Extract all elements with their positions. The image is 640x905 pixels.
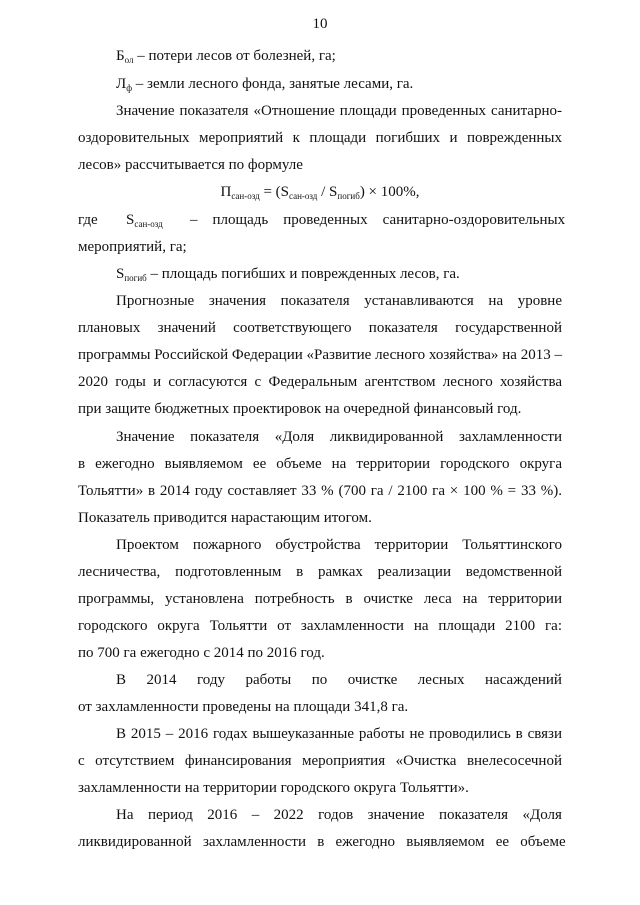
symbol-subscript: погиб <box>124 273 147 283</box>
word: лесных <box>417 672 465 688</box>
where-symbol <box>126 210 163 230</box>
para5-line1 <box>116 670 562 690</box>
definition-text: – площадь погибших и поврежденных лесов, га. <box>146 266 460 282</box>
word: годов <box>318 807 354 823</box>
word: работы <box>245 672 292 688</box>
word: по <box>311 672 328 688</box>
formula-tail: ) × 100%, <box>359 184 420 200</box>
para7-line1 <box>116 805 562 825</box>
para4-line5: по 700 га ежегодно с 2014 по 2016 год. <box>78 645 325 661</box>
word: 2022 <box>273 807 304 823</box>
symbol-subscript: сан-озд <box>134 219 163 229</box>
formula-p: П <box>220 184 232 200</box>
para4-line3: программы, установлена потребность в очистке леса на территории <box>78 591 562 607</box>
symbol: S <box>126 212 135 228</box>
formula-s1-sub: сан-озд <box>289 191 318 201</box>
formula <box>0 182 640 202</box>
word: 2014 <box>146 672 177 688</box>
formula-s2-sub: погиб <box>337 191 360 201</box>
where-definition: – площадь проведенных санитарно-оздоровительных <box>190 212 566 228</box>
para1-line2: оздоровительных мероприятий к площади погибших и поврежденных <box>78 130 562 146</box>
para3-line2: в ежегодно выявляемом ее объеме на территории городского округа <box>78 456 562 472</box>
word: На <box>116 807 134 823</box>
para2-line2: плановых значений соответствующего показателя государственной <box>78 320 562 336</box>
definition-b-ol <box>116 46 336 66</box>
para4-line4: городского округа Тольятти от захламленности на площади 2100 га: <box>78 618 562 634</box>
symbol: Л <box>116 76 127 92</box>
word: В <box>116 672 127 688</box>
definition-s-pogib <box>116 264 460 284</box>
word: значение <box>367 807 425 823</box>
para1-line3: лесов» рассчитывается по формуле <box>78 157 303 173</box>
symbol: S <box>116 266 125 282</box>
para6-line2: с отсутствием финансирования мероприятия «Очистка внелесосечной <box>78 753 562 769</box>
formula-eq: = (S <box>259 184 289 200</box>
para6-line1: В 2015 – 2016 годах вышеуказанные работы не проводились в связи <box>116 726 562 742</box>
word: году <box>197 672 225 688</box>
para2-line4: 2020 годы и согласуются с Федеральным агентством лесного хозяйства <box>78 374 562 390</box>
word: 2016 <box>207 807 238 823</box>
page-number: 10 <box>312 16 328 32</box>
symbol: Б <box>116 48 125 64</box>
para7-line2: ликвидированной захламленности в ежегодно выявляемом ее объеме <box>78 834 566 850</box>
symbol-subscript: ол <box>124 55 134 65</box>
formula-p-sub: сан-озд <box>231 191 260 201</box>
where-word: где <box>78 212 98 228</box>
symbol-subscript: ф <box>126 83 133 93</box>
para3-line4: Показатель приводится нарастающим итогом. <box>78 510 372 526</box>
para3-line3: Тольятти» в 2014 году составляет 33 % (700 га / 2100 га × 100 % = 33 %). <box>78 483 562 499</box>
para1-line1: Значение показателя «Отношение площади проведенных санитарно- <box>116 103 562 119</box>
para2-line5: при защите бюджетных проектировок на очередной финансовый год. <box>78 401 522 417</box>
para5-line2: от захламленности проведены на площади 341,8 га. <box>78 699 409 715</box>
word: очистке <box>347 672 398 688</box>
definition-l-f <box>116 74 413 94</box>
definition-text: – земли лесного фонда, занятые лесами, га. <box>132 76 414 92</box>
para6-line3: захламленности на территории городского округа Тольятти». <box>78 780 469 796</box>
para2-line3: программы Российской Федерации «Развитие лесного хозяйства» на 2013 – <box>78 347 562 363</box>
word: – <box>251 807 260 823</box>
para3-line1: Значение показателя «Доля ликвидированной захламленности <box>116 429 562 445</box>
word: насаждений <box>485 672 562 688</box>
formula-div: / S <box>317 184 338 200</box>
para4-line2: лесничества, подготовленным в рамках реализации ведомственной <box>78 564 562 580</box>
para2-line1: Прогнозные значения показателя устанавливаются на уровне <box>116 293 562 309</box>
para4-line1: Проектом пожарного обустройства территории Тольяттинского <box>116 537 562 553</box>
definition-text: – потери лесов от болезней, га; <box>133 48 336 64</box>
word: период <box>147 807 193 823</box>
where-line2: мероприятий, га; <box>78 239 187 255</box>
word: показателя <box>438 807 509 823</box>
word: «Доля <box>522 807 562 823</box>
